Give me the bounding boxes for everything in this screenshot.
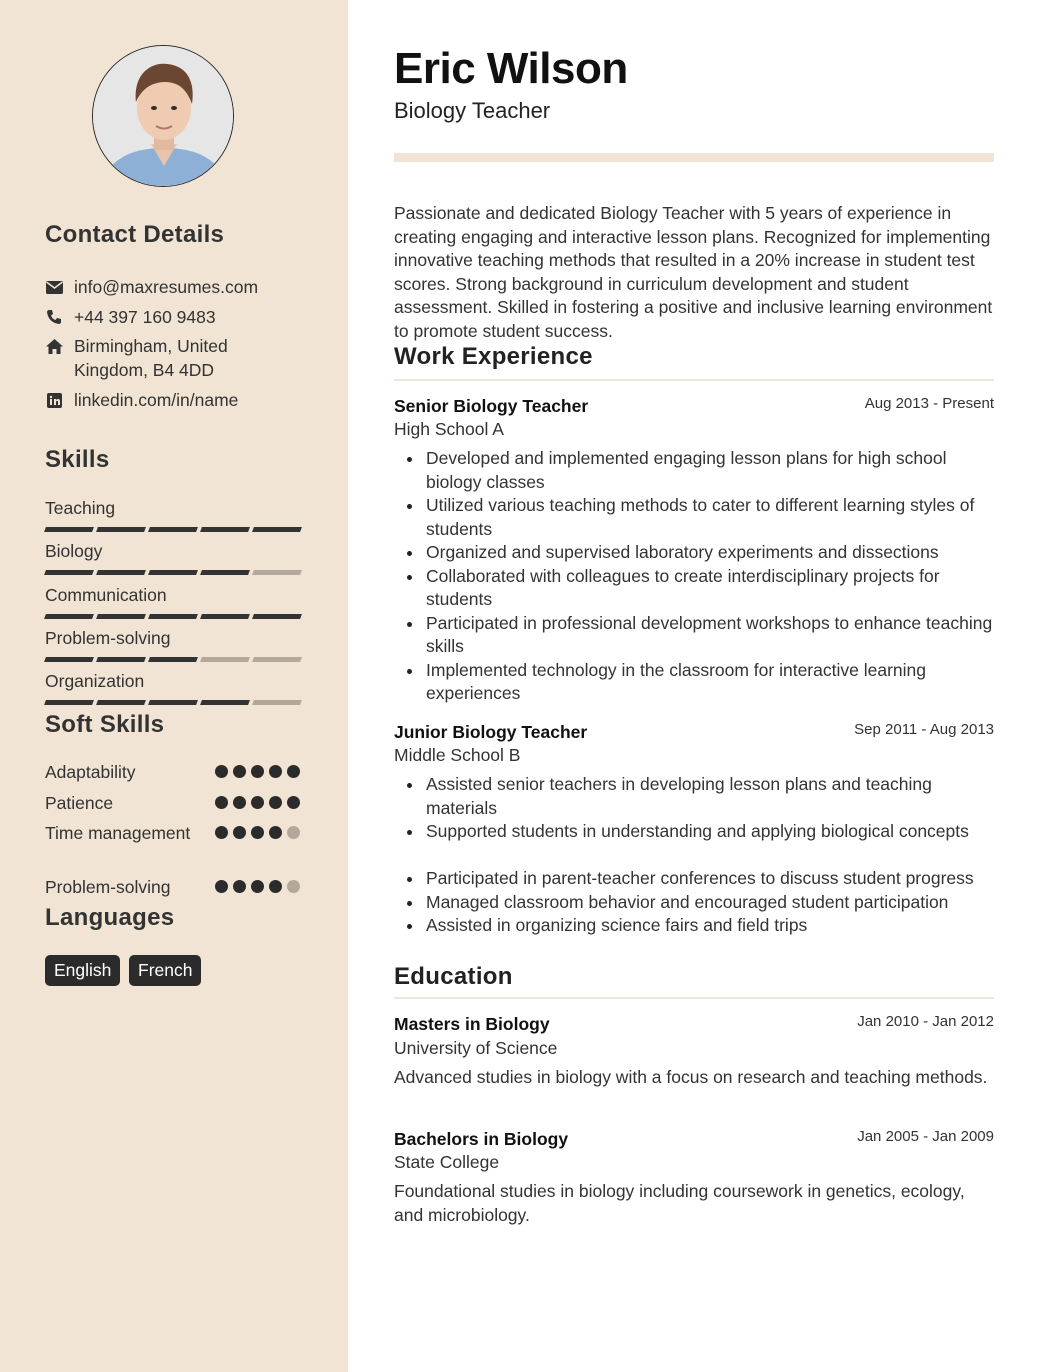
- contact-phone-text: +44 397 160 9483: [74, 307, 216, 327]
- education-heading: Education: [394, 963, 513, 990]
- language-tag-french: French: [129, 955, 201, 986]
- rating-dot: [269, 765, 282, 778]
- degree-date: Jan 2010 - Jan 2012: [857, 1013, 994, 1030]
- soft-skill-item: [45, 875, 305, 899]
- skill-level-bars: [45, 527, 303, 532]
- degree-date: Jan 2005 - Jan 2009: [857, 1128, 994, 1145]
- skill-level-segment: [148, 700, 198, 705]
- skill-item: [45, 497, 303, 532]
- contact-address-line1: Birmingham, United: [74, 336, 228, 356]
- skill-level-segment: [200, 527, 250, 532]
- list-item: Assisted senior teachers in developing lesson plans and teaching materials: [426, 773, 994, 820]
- skill-level-segment: [96, 527, 146, 532]
- soft-skill-rating: [215, 765, 300, 778]
- skill-label: Problem-solving: [45, 628, 171, 648]
- skill-label: Biology: [45, 541, 103, 561]
- contact-linkedin[interactable]: [45, 388, 238, 412]
- skill-level-segment: [96, 570, 146, 575]
- job-bullets: [394, 447, 994, 706]
- skill-level-segment: [148, 657, 198, 662]
- contact-email-text: info@maxresumes.com: [74, 277, 259, 297]
- home-icon: [45, 337, 63, 355]
- skill-item: [45, 627, 303, 662]
- skill-level-segment: [200, 657, 250, 662]
- list-item: Managed classroom behavior and encouraged student participation: [426, 891, 994, 915]
- job-title: Senior Biology Teacher: [394, 396, 589, 416]
- skill-level-segment: [148, 527, 198, 532]
- contact-phone[interactable]: [45, 305, 216, 329]
- skill-level-segment: [96, 614, 146, 619]
- rating-dot: [251, 826, 264, 839]
- skill-level-segment: [44, 700, 94, 705]
- skill-level-segment: [96, 700, 146, 705]
- languages-heading: Languages: [45, 904, 175, 931]
- list-item: Developed and implemented engaging lesson plans for high school biology classes: [426, 447, 994, 494]
- degree-title: Masters in Biology: [394, 1014, 550, 1034]
- candidate-name: Eric Wilson: [394, 44, 628, 93]
- soft-skill-label: Adaptability: [45, 762, 136, 782]
- job-title: Junior Biology Teacher: [394, 722, 588, 742]
- skill-level-segment: [96, 657, 146, 662]
- soft-skill-item: [45, 791, 305, 815]
- job-date: Aug 2013 - Present: [864, 395, 994, 412]
- skills-heading: Skills: [45, 446, 110, 473]
- skill-item: [45, 670, 303, 705]
- candidate-title: Biology Teacher: [394, 98, 551, 123]
- rating-dot: [287, 765, 300, 778]
- rating-dot: [287, 880, 300, 893]
- linkedin-icon: [45, 391, 63, 409]
- skill-label: Teaching: [45, 498, 116, 518]
- list-item: Utilized various teaching methods to cater to different learning styles of students: [426, 494, 994, 541]
- header-divider: [394, 153, 994, 162]
- skill-level-segment: [44, 527, 94, 532]
- job-bullets: [394, 773, 994, 938]
- rating-dot: [287, 796, 300, 809]
- list-item: Implemented technology in the classroom for interactive learning experiences: [426, 659, 994, 706]
- work-divider: [394, 379, 994, 381]
- job-organization: High School A: [394, 419, 504, 439]
- list-item: Organized and supervised laboratory experiments and dissections: [426, 541, 994, 565]
- contact-heading: Contact Details: [45, 221, 225, 248]
- soft-skill-rating: [215, 796, 300, 809]
- skill-level-segment: [200, 700, 250, 705]
- contact-address: [45, 334, 228, 382]
- degree-title: Bachelors in Biology: [394, 1129, 569, 1149]
- skill-level-segment: [148, 570, 198, 575]
- skill-level-segment: [252, 614, 302, 619]
- profile-summary: Passionate and dedicated Biology Teacher with 5 years of experience in creating engaging and interactive lesson plans. Recognized for implementing innovative teaching methods that resulted in a 20% increase in student test scores. Strong background in curriculum development and student assessment. Skilled in fostering a positive and inclusive learning environment to promote student success.: [394, 203, 993, 341]
- soft-skill-label: Patience: [45, 793, 114, 813]
- skill-level-segment: [252, 570, 302, 575]
- rating-dot: [233, 796, 246, 809]
- degree-description: Advanced studies in biology with a focus on research and teaching methods.: [394, 1067, 988, 1087]
- list-item: Collaborated with colleagues to create interdisciplinary projects for students: [426, 565, 994, 612]
- skill-level-segment: [200, 570, 250, 575]
- skill-level-segment: [44, 570, 94, 575]
- skill-level-segment: [200, 614, 250, 619]
- rating-dot: [233, 880, 246, 893]
- list-item: Supported students in understanding and applying biological concepts: [426, 820, 994, 867]
- education-divider: [394, 997, 994, 999]
- envelope-icon: [45, 278, 63, 296]
- rating-dot: [251, 765, 264, 778]
- degree-description: Foundational studies in biology including coursework in genetics, ecology, and microbiology.: [394, 1181, 965, 1225]
- soft-skills-heading: Soft Skills: [45, 711, 165, 738]
- rating-dot: [215, 826, 228, 839]
- rating-dot: [233, 826, 246, 839]
- list-item: Assisted in organizing science fairs and field trips: [426, 914, 994, 938]
- skill-item: [45, 540, 303, 575]
- avatar: [92, 45, 234, 187]
- rating-dot: [251, 796, 264, 809]
- job-date: Sep 2011 - Aug 2013: [854, 721, 994, 738]
- rating-dot: [215, 796, 228, 809]
- soft-skill-rating: [215, 880, 300, 893]
- rating-dot: [215, 765, 228, 778]
- contact-address-line2: Kingdom, B4 4DD: [74, 360, 215, 380]
- rating-dot: [269, 796, 282, 809]
- soft-skill-item: [45, 760, 305, 784]
- list-item: Participated in parent-teacher conferences to discuss student progress: [426, 867, 994, 891]
- skill-label: Organization: [45, 671, 145, 691]
- soft-skill-rating: [215, 826, 300, 839]
- phone-icon: [45, 308, 63, 326]
- work-heading: Work Experience: [394, 343, 593, 370]
- soft-skill-label: Time management: [45, 823, 191, 843]
- skill-level-bars: [45, 570, 303, 575]
- school-name: University of Science: [394, 1038, 558, 1058]
- list-item: Participated in professional development workshops to enhance teaching skills: [426, 612, 994, 659]
- sidebar: [0, 0, 348, 1372]
- rating-dot: [287, 826, 300, 839]
- skill-item: [45, 584, 303, 619]
- skill-level-segment: [252, 657, 302, 662]
- skill-level-segment: [148, 614, 198, 619]
- contact-linkedin-text: linkedin.com/in/name: [74, 390, 239, 410]
- skill-level-bars: [45, 700, 303, 705]
- soft-skill-label: Problem-solving: [45, 877, 171, 897]
- skill-level-segment: [44, 657, 94, 662]
- skill-label: Communication: [45, 585, 167, 605]
- rating-dot: [215, 880, 228, 893]
- skill-level-bars: [45, 614, 303, 619]
- skill-level-bars: [45, 657, 303, 662]
- language-tag-english: English: [45, 955, 120, 986]
- skill-level-segment: [44, 614, 94, 619]
- rating-dot: [269, 880, 282, 893]
- job-organization: Middle School B: [394, 745, 521, 765]
- rating-dot: [251, 880, 264, 893]
- soft-skill-item: [45, 821, 305, 845]
- skill-level-segment: [252, 700, 302, 705]
- rating-dot: [269, 826, 282, 839]
- school-name: State College: [394, 1152, 500, 1172]
- contact-email[interactable]: [45, 275, 258, 299]
- rating-dot: [233, 765, 246, 778]
- skill-level-segment: [252, 527, 302, 532]
